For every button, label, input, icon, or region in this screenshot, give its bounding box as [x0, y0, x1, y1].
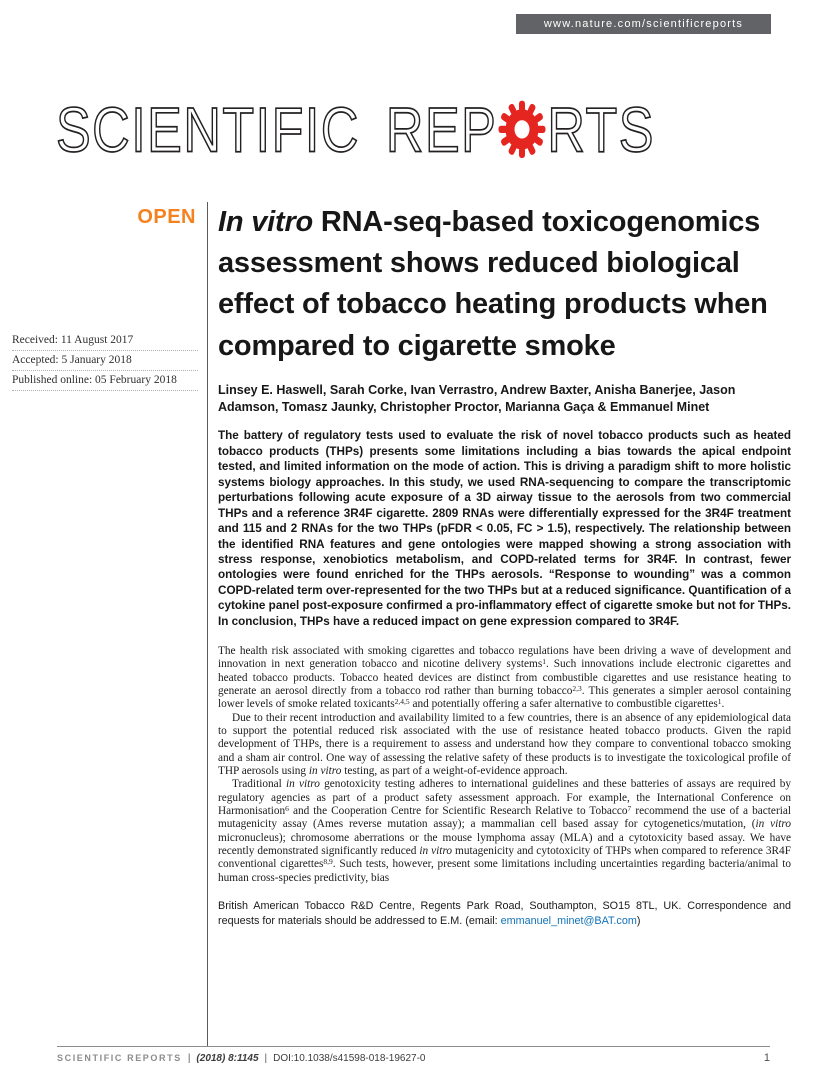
date-row: Received: 11 August 2017 [12, 331, 198, 351]
affiliation-text: British American Tobacco R&D Centre, Regents Park Road, Southampton, SO15 8TL, UK. Correspondence and requests for materials should be addressed to E.M. (email: [218, 900, 791, 927]
date-row: Accepted: 5 January 2018 [12, 351, 198, 371]
author-list: Linsey E. Haswell, Sarah Corke, Ivan Verrastro, Andrew Baxter, Anisha Banerjee, Jason Adamson, Tomasz Jaunky, Christopher Proctor, Marianna Gaça & Emmanuel Minet [218, 382, 736, 414]
footer-separator: | [264, 1053, 268, 1064]
masthead-word-scientific: SCIENTIFIC [56, 95, 360, 166]
footer-citation: (2018) 8:1145 [196, 1053, 259, 1064]
footer-rule [57, 1046, 770, 1047]
date-row: Published online: 05 February 2018 [12, 371, 198, 391]
affiliation-close: ) [636, 914, 641, 927]
masthead-word-rts: RTS [547, 95, 655, 166]
gear-icon [497, 99, 547, 160]
footer-doi: DOI:10.1038/s41598-018-19627-0 [273, 1053, 426, 1064]
footer-citation-block [57, 1053, 425, 1064]
footer-journal-name: SCIENTIFIC REPORTS [57, 1053, 182, 1063]
affiliation-note [218, 899, 791, 928]
article-title [218, 202, 791, 367]
article-column [218, 202, 791, 928]
page-number: 1 [763, 1052, 770, 1064]
abstract: The battery of regulatory tests used to evaluate the risk of novel tobacco products such as heated tobacco products (THPs) presents some limitations including a bias towards the apical endpoint tested, and limited information on the mode of action. This is driving a paradigm shift to more holistic systems biology approaches. In this study, we used RNA-sequencing to compare the transcriptomic perturbations following acute exposure of a 3D airway tissue to the aerosols from two commercial THPs and a reference 3R4F cigarette. 2809 RNAs were differentially expressed for the 3R4F treatment and 115 and 2 RNAs for the two THPs (pFDR < 0.05, FC > 1.5), respectively. The relationship between the identified RNA features and gene ontologies were mapped showing a strong association with stress response, xenobiotics metabolism, and COPD-related terms for 3R4F. In contrast, fewer ontologies were found enriched for the THPs aerosols. “Response to wounding” was a common COPD-related term over-represented for the two THPs but at a reduced significance. Quantification of a cytokine panel post-exposure confirmed a pro-inflammatory effect of cigarette smoke but not for THPs. In conclusion, THPs have a reduced impact on gene expression compared to 3R4F. [218, 429, 791, 628]
open-access-label: OPEN [137, 206, 196, 228]
correspondence-email-link[interactable]: emmanuel_minet@BAT.com [500, 914, 637, 927]
title-rest-part: RNA-seq-based toxicogenomics assessment shows reduced biological effect of tobacco heating products when compared to cigarette smoke [218, 206, 768, 362]
column-divider [207, 202, 208, 1046]
masthead [56, 94, 655, 167]
journal-url-banner [516, 14, 771, 34]
title-italic-part: In vitro [218, 206, 314, 238]
masthead-word-rep: REP [385, 95, 498, 166]
footer-separator: | [187, 1053, 191, 1064]
body-paragraph: Due to their recent introduction and availability limited to a few countries, there is an absence of any epidemiological data to support the potential reduced risk associated with the use of resistance heated tobacco products. Given the rapid development of THPs, there is a requirement to assess and understand how they compare to conventional tobacco smoking and a sham air control. One way of assessing the relative safety of these products is to investigate the toxicological profile of THP aerosols using in vitro testing, as part of a weight-of-evidence approach. [218, 711, 791, 778]
body-paragraph: Traditional in vitro genotoxicity testing adheres to international guidelines and these batteries of assays are required by regulatory agencies as part of a product safety assessment approach. For example, the International Conference on Harmonisation$^6$ and the Cooperation Centre for Scientific Research Relative to Tobacco$^7$ recommend the use of a bacterial mutagenicity assay (Ames reverse mutation assay); a mammalian cell based assay for cytogenetics/mutation, (in vitro micronucleus); chromosome aberrations or the mouse lymphoma assay (MLA) and a cytotoxicity based assay. We have recently demonstrated significantly reduced in vitro mutagenicity and cytotoxicity of THPs when compared to reference 3R4F conventional cigarettes$^{8,9}$. Such tests, however, present some limitations including uncertainties regarding bacteria/animal to human cross-species predictivity, bias [218, 778, 791, 884]
journal-url: www.nature.com/scientificreports [543, 18, 744, 30]
body-paragraph: The health risk associated with smoking cigarettes and tobacco regulations have been driving a wave of development and innovation in next generation tobacco and nicotine delivery systems$^1$. Such innovations include electronic cigarettes and heated tobacco products. Tobacco heated devices are distinct from combustible cigarettes and use resistance heating to generate an aerosol directly from a tobacco rod rather than burning tobacco$^{2,3}$. This generates a simpler aerosol containing lower levels of smoke related toxicants$^{2,4,5}$ and potentially offering a safer alternative to combustible cigarettes$^1$. [218, 645, 791, 711]
footer [57, 1052, 770, 1064]
dates-block [12, 331, 198, 391]
body-text [218, 645, 791, 885]
